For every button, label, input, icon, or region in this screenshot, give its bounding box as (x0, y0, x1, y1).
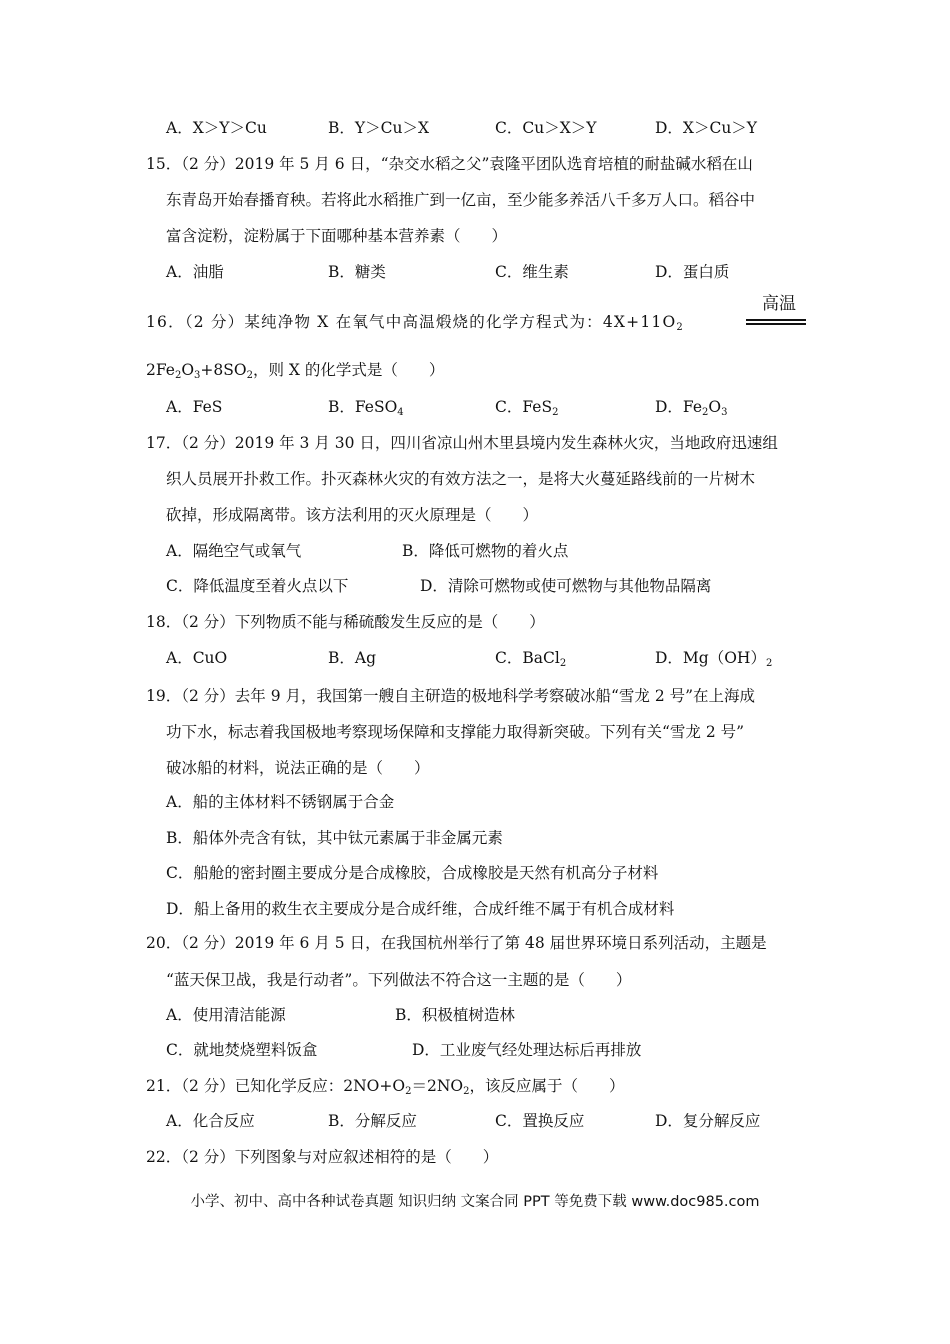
q14-option-b: B．Y＞Cu＞X (328, 119, 429, 137)
q17-stem-line1: 17．（2 分）2019 年 3 月 30 日，四川省凉山州木里县境内发生森林火灾，当地政府迅速组 (146, 434, 778, 452)
q21-option-c: C．置换反应 (495, 1112, 585, 1130)
q15-stem-line1: 15．（2 分）2019 年 5 月 6 日，“杂交水稻之父”袁隆平团队选育培植的耐盐碱水稻在山 (146, 155, 753, 173)
q16-option-d (655, 397, 727, 417)
q18-option-c-sub: 2 (559, 658, 567, 669)
q21-option-d: D．复分解反应 (655, 1112, 761, 1130)
q18-option-c (495, 648, 566, 668)
q16-option-c (495, 397, 558, 417)
q18-option-d (655, 648, 772, 668)
q21-option-b: B．分解反应 (328, 1112, 417, 1130)
q21-option-a: A．化合反应 (166, 1112, 255, 1130)
q16-fe2o3-o: O (181, 361, 195, 379)
q20-option-b: B．积极植树造林 (395, 1006, 515, 1024)
q20-option-a: A．使用清洁能源 (166, 1006, 286, 1024)
q15-option-c: C．维生素 (495, 263, 569, 281)
q16-so2-sub: 2 (246, 370, 253, 381)
q18-option-b: B．Ag (328, 649, 377, 667)
q17-stem-line2: 织人员展开扑救工作。扑灭森林火灾的有效方法之一，是将大火蔓延路线前的一片树木 (166, 470, 756, 488)
q15-option-d: D．蛋白质 (655, 263, 730, 281)
q18-option-d-text: D．Mg（OH） (655, 649, 766, 667)
q14-option-a: A．X＞Y＞Cu (166, 119, 267, 137)
q21-stem-text-b: ＝2NO (411, 1077, 464, 1095)
q20-option-d: D．工业废气经处理达标后再排放 (412, 1041, 642, 1059)
q16-option-d-fe: D．Fe (655, 398, 703, 416)
q18-option-d-sub: 2 (765, 658, 773, 669)
q16-stem-line2 (146, 360, 444, 380)
q20-option-c: C．就地焚烧塑料饭盒 (166, 1041, 318, 1059)
q20-stem-line1: 20．（2 分）2019 年 6 月 5 日，在我国杭州举行了第 48 届世界环境日系列活动，主题是 (146, 934, 767, 952)
q15-stem-line2: 东青岛开始春播育秧。若将此水稻推广到一亿亩，至少能多养活八千多万人口。稻谷中 (166, 191, 756, 209)
q16-option-b (328, 397, 404, 417)
q20-stem-line2: “蓝天保卫战，我是行动者”。下列做法不符合这一主题的是（ ） (166, 971, 632, 989)
q16-o2-subscript: 2 (676, 322, 684, 333)
q16-option-a: A．FeS (166, 398, 223, 416)
q19-option-b: B．船体外壳含有钛，其中钛元素属于非金属元素 (166, 829, 503, 847)
q16-option-d-sub2: 3 (721, 407, 728, 418)
q15-option-a: A．油脂 (166, 263, 224, 281)
q15-option-b: B．糖类 (328, 263, 386, 281)
q16-option-c-text: C．FeS (495, 398, 553, 416)
q22-stem-line1: 22．（2 分）下列图象与对应叙述相符的是（ ） (146, 1148, 499, 1166)
q21-o2-sub: 2 (405, 1086, 412, 1097)
q19-stem-line3: 破冰船的材料，说法正确的是（ ） (166, 759, 430, 777)
q21-stem-text-c: ，该反应属于（ ） (469, 1077, 625, 1095)
q18-option-c-text: C．BaCl (495, 649, 560, 667)
q15-stem-line3: 富含淀粉，淀粉属于下面哪种基本营养素（ ） (166, 227, 508, 245)
q16-stem-text: 16．（2 分）某纯净物 X 在氧气中高温煅烧的化学方程式为：4X+11O (146, 313, 677, 331)
q16-stem-line1 (146, 312, 684, 332)
q16-so2: +8SO (200, 361, 247, 379)
q16-option-c-sub: 2 (552, 407, 559, 418)
q14-option-c: C．Cu＞X＞Y (495, 119, 597, 137)
q21-stem-line1 (146, 1076, 625, 1096)
q19-option-a: A．船的主体材料不锈钢属于合金 (166, 793, 395, 811)
q18-option-a: A．CuO (166, 649, 228, 667)
q19-option-d: D．船上备用的救生衣主要成分是合成纤维，合成纤维不属于有机合成材料 (166, 900, 675, 918)
q16-o-sub: 3 (194, 370, 201, 381)
q16-option-d-sub1: 2 (702, 407, 709, 418)
q17-option-b: B．降低可燃物的着火点 (402, 542, 569, 560)
q17-option-d: D．清除可燃物或使可燃物与其他物品隔离 (420, 577, 712, 595)
q21-no2-sub: 2 (463, 1086, 470, 1097)
q16-option-d-o: O (708, 398, 722, 416)
q16-equal-bar-bottom (746, 323, 806, 325)
q19-stem-line2: 功下水，标志着我国极地考察现场保障和支撑能力取得新突破。下列有关“雪龙 2 号” (166, 723, 745, 741)
q14-option-d: D．X＞Cu＞Y (655, 119, 758, 137)
q17-option-a: A．隔绝空气或氧气 (166, 542, 302, 560)
q16-option-b-sub: 4 (397, 407, 404, 418)
q16-fe2o3-fe: 2Fe (146, 361, 175, 379)
q16-question: ，则 X 的化学式是（ ） (252, 361, 445, 379)
q18-stem-line1: 18．（2 分）下列物质不能与稀硫酸发生反应的是（ ） (146, 613, 545, 631)
q21-stem-text-a: 21．（2 分）已知化学反应：2NO+O (146, 1077, 406, 1095)
q16-reaction-condition: 高温 (762, 294, 796, 314)
q17-option-c: C．降低温度至着火点以下 (166, 577, 349, 595)
q16-equal-bar-top (746, 319, 806, 321)
q19-option-c: C．船舱的密封圈主要成分是合成橡胶，合成橡胶是天然有机高分子材料 (166, 864, 659, 882)
q19-stem-line1: 19．（2 分）去年 9 月，我国第一艘自主研造的极地科学考察破冰船“雪龙 2 号”在上海成 (146, 687, 756, 705)
page-footer: 小学、初中、高中各种试卷真题 知识归纳 文案合同 PPT 等免费下载 www.doc985.com (190, 1194, 760, 1210)
q16-option-b-text: B．FeSO (328, 398, 398, 416)
q17-stem-line3: 砍掉，形成隔离带。该方法利用的灭火原理是（ ） (166, 506, 539, 524)
q16-fe-sub: 2 (174, 370, 182, 381)
